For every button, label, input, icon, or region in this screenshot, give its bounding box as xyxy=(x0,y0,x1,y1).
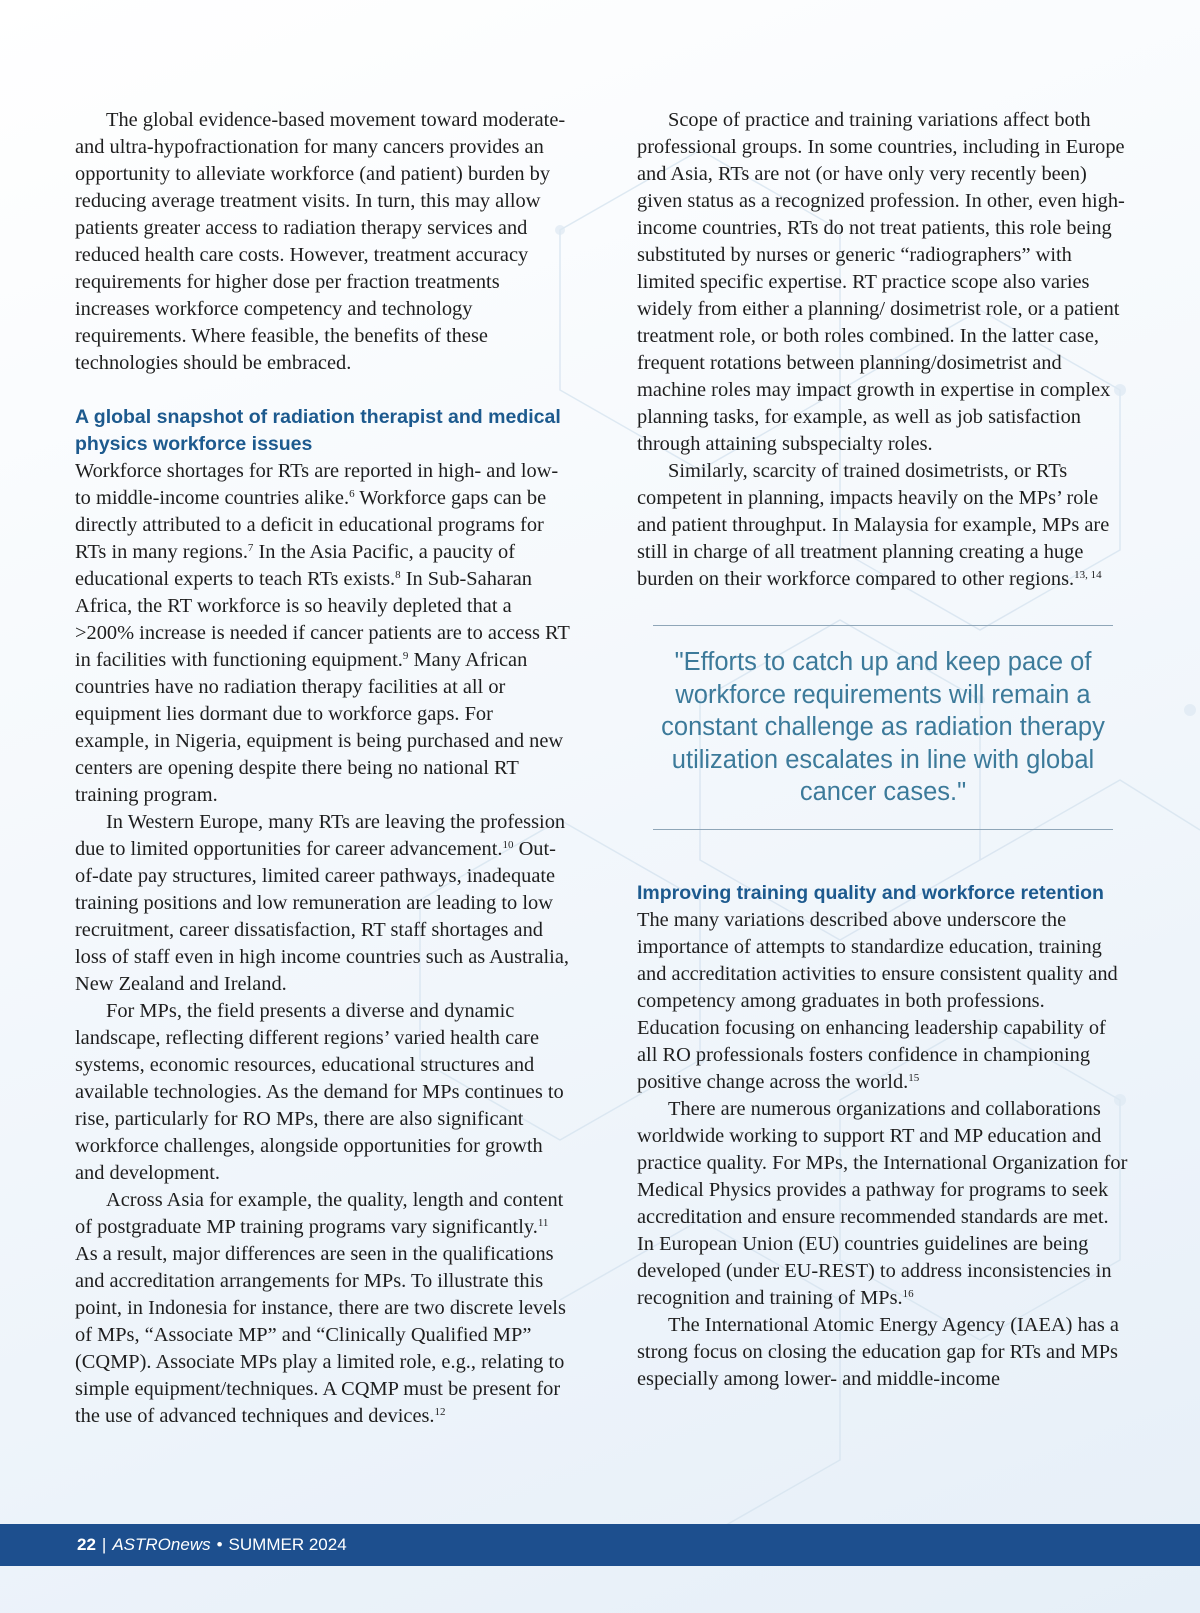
section-heading: Improving training quality and workforce retention xyxy=(637,881,1104,904)
paragraph: Similarly, scarcity of trained dosimetrists, or RTs competent in planning, impacts heavily on the MPs’ role and patient throughput. In Malaysia for example, MPs are still in charge of all treatment planning creating a huge burden on their workforce compared to other regions.$^{13, 14}$ xyxy=(637,460,1110,590)
divider-top xyxy=(653,625,1113,626)
citation-ref: 8 xyxy=(395,569,401,581)
paragraph: Workforce shortages for RTs are reported in high- and low- to middle-income countries alike.$^6$ Workforce gaps can be directly attributed to a deficit in educational programs for RTs in many regions.$^7$ In the Asia Pacific, a paucity of educational experts to teach RTs exists.$^8$ In Sub-Saharan Africa, the RT workforce is so heavily depleted that a >200% increase is needed if cancer patients are to access RT in facilities with functioning equipment.$^9$ Many African countries have no radiation therapy facilities at all or equipment lies dormant due to workforce gaps. For example, in Nigeria, equipment is being purchased and new centers are opening despite there being no national RT training program. xyxy=(75,460,570,806)
issue-label: SUMMER 2024 xyxy=(228,1535,347,1554)
paragraph: The International Atomic Energy Agency (IAEA) has a strong focus on closing the education gap for RTs and MPs especially among lower- and middle-income xyxy=(637,1313,1119,1390)
publication-name: ASTROnews xyxy=(112,1535,211,1554)
citation-ref: 7 xyxy=(247,542,254,554)
divider-bottom xyxy=(653,829,1113,830)
citation-ref: 13, 14 xyxy=(1074,569,1102,581)
citation-ref: 10 xyxy=(502,839,514,851)
pull-quote: "Efforts to catch up and keep pace of workforce requirements will remain a constant challenge as radiation therapy utilization escalates in line with global cancer cases." xyxy=(661,648,1105,806)
citation-ref: 11 xyxy=(537,1217,549,1229)
citation-ref: 6 xyxy=(349,488,355,500)
paragraph: For MPs, the field presents a diverse and dynamic landscape, reflecting different regions’ varied health care systems, economic resources, educational structures and available technologies. As the demand for MPs continues to rise, particularly for RO MPs, there are also significant workforce challenges, alongside opportunities for growth and development. xyxy=(75,1000,564,1184)
right-column xyxy=(637,107,1129,1393)
pull-quote-block xyxy=(653,625,1113,830)
citation-ref: 9 xyxy=(402,650,409,662)
paragraph: There are numerous organizations and collaborations worldwide working to support RT and MP education and practice quality. For MPs, the International Organization for Medical Physics provides a pathway for programs to seek accreditation and ensure recommended standards are met. In European Union (EU) countries guidelines are being developed (under EU-REST) to address inconsistencies in recognition and training of MPs.$^{16}$ xyxy=(637,1097,1128,1309)
citation-ref: 12 xyxy=(434,1406,446,1418)
footer-divider: | xyxy=(101,1535,107,1554)
page-footer xyxy=(0,1524,1200,1566)
left-column xyxy=(75,107,570,1430)
paragraph: The global evidence-based movement toward moderate- and ultra-hypofractionation for many cancers provides an opportunity to alleviate workforce (and patient) burden by reducing average treatment visits. In turn, this may allow patients greater access to radiation therapy services and reduced health care costs. However, treatment accuracy requirements for higher dose per fraction treatments increases workforce competency and technology requirements. Where feasible, the benefits of these technologies should be embraced. xyxy=(75,109,566,374)
footer-bullet: • xyxy=(216,1535,223,1554)
citation-ref: 16 xyxy=(902,1287,914,1300)
page-number: 22 xyxy=(77,1535,96,1554)
paragraph: Across Asia for example, the quality, length and content of postgraduate MP training programs vary significantly.$^{11}$ As a result, major differences are seen in the qualifications and accreditation arrangements for MPs. To illustrate this point, in Indonesia for instance, there are two discrete levels of MPs, “Associate MP” and “Clinically Qualified MP” (CQMP). Associate MPs play a limited role, e.g., relating to simple equipment/techniques. A CQMP must be present for the use of advanced techniques and devices.$^{12}$ xyxy=(75,1189,566,1427)
paragraph: Scope of practice and training variations affect both professional groups. In some countries, including in Europe and Asia, RTs are not (or have only very recently been) given status as a recognized profession. In other, even high-income countries, RTs do not treat patients, this role being substituted by nurses or generic “radiographers” with limited specific expertise. RT practice scope also varies widely from either a planning/ dosimetrist role, or a patient treatment role, or both roles combined. In the latter case, frequent rotations between planning/dosimetrist and machine roles may impact growth in expertise in complex planning tasks, for example, as well as job satisfaction through attaining subspecialty roles. xyxy=(637,109,1125,455)
section-heading: A global snapshot of radiation therapist and medical physics workforce issues xyxy=(75,406,561,455)
paragraph: The many variations described above underscore the importance of attempts to standardize education, training and accreditation activities to ensure consistent quality and competency among graduates in both professions. Education focusing on enhancing leadership capability of all RO professionals fosters confidence in championing positive change across the world.$^{15}$ xyxy=(637,908,1118,1093)
citation-ref: 15 xyxy=(908,1071,920,1084)
paragraph: In Western Europe, many RTs are leaving the profession due to limited opportunities for career advancement.$^{10}$ Out-of-date pay structures, limited career pathways, inadequate training positions and low remuneration are leading to low recruitment, career dissatisfaction, RT staff shortages and loss of staff even in high income countries such as Australia, New Zealand and Ireland. xyxy=(75,811,569,995)
